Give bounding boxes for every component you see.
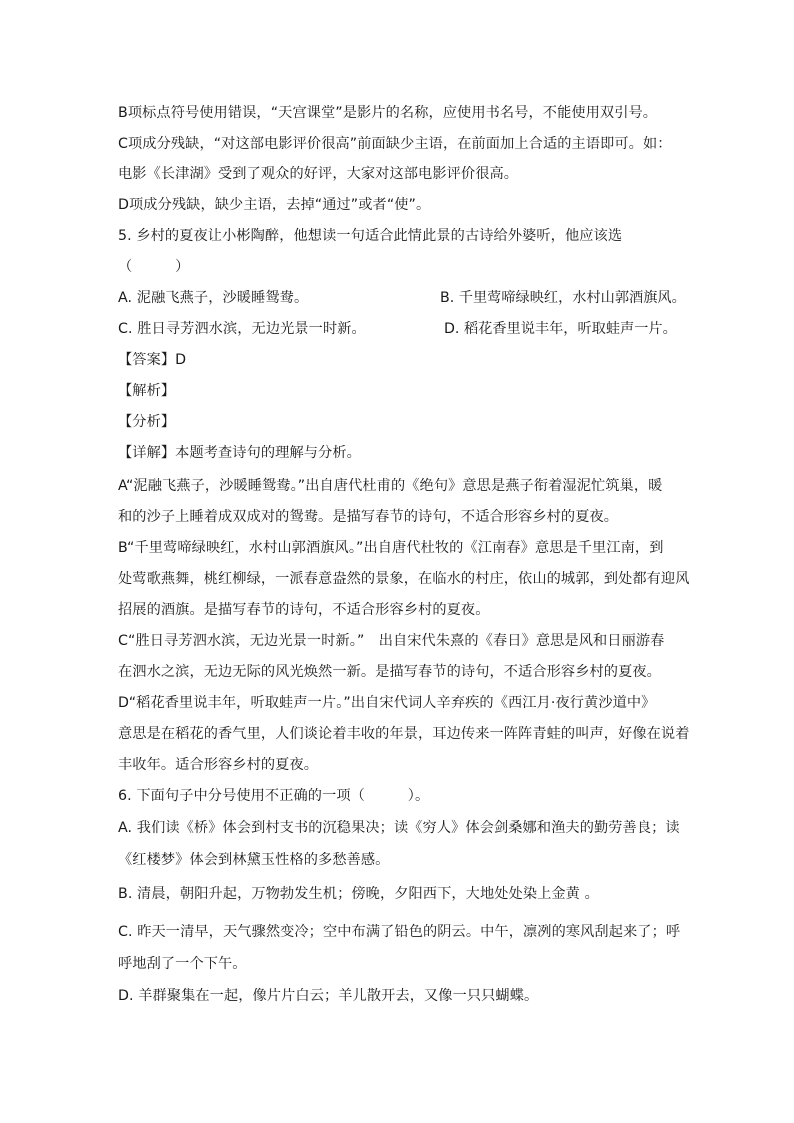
- question-5-stem: 5. 乡村的夏夜让小彬陶醉，他想读一句适合此情此景的古诗给外婆听，他应该选: [118, 228, 623, 244]
- fenxi-label: 【分析】: [118, 414, 176, 430]
- question-6-option-c-2: 呼地刮了一个下午。: [118, 956, 247, 972]
- detail-a-2: 和的沙子上睡着成双成对的鸳鸯。是描写春节的诗句，不适合形容乡村的夏夜。: [118, 509, 619, 525]
- question-6-option-d: D. 羊群聚集在一起，像片片白云；羊儿散开去，又像一只只蝴蝶。: [118, 988, 539, 1004]
- detail-c-1: C“胜日寻芳泗水滨，无边光景一时新。” 出自宋代朱熹的《春日》意思是风和日丽游春: [118, 633, 665, 649]
- detail-d-1: D“稻花香里说丰年，听取蛙声一片。”出自宋代词人辛弃疾的《西江月·夜行黄沙道中》: [118, 695, 656, 711]
- question-5-option-a: A. 泥融飞燕子，沙暖睡鸳鸯。: [118, 290, 309, 306]
- explanation-c-2: 电影《长津湖》受到了观众的好评，大家对这部电影评价很高。: [118, 166, 519, 182]
- explanation-d: D项成分残缺，缺少主语，去掉“通过”或者“使”。: [118, 197, 431, 213]
- detail-b-3: 招展的酒旗。是描写春节的诗句，不适合形容乡村的夏夜。: [118, 602, 490, 618]
- detail-d-3: 丰收年。适合形容乡村的夏夜。: [118, 757, 319, 773]
- question-6-option-b: B. 清晨，朝阳升起，万物勃发生机；傍晚，夕阳西下，大地处处染上金黄 。: [118, 886, 599, 902]
- question-5-blank: （ ）: [118, 259, 190, 275]
- detail-c-2: 在泗水之滨，无边无际的风光焕然一新。是描写春节的诗句，不适合形容乡村的夏夜。: [118, 664, 661, 680]
- detail-b-2: 处莺歌燕舞，桃红柳绿，一派春意盎然的景象，在临水的村庄，依山的城郭，到处都有迎风: [118, 571, 690, 587]
- question-5-option-b: B. 千里莺啼绿映红，水村山郭酒旗风。: [440, 290, 686, 306]
- question-6-stem: 6. 下面句子中分号使用不正确的一项（ ）。: [118, 788, 430, 804]
- question-5-option-c: C. 胜日寻芳泗水滨，无边光景一时新。: [118, 321, 366, 337]
- question-6-option-c-1: C. 昨天一清早，天气骤然变冷；空中布满了铅色的阴云。中午，凛冽的寒风刮起来了；呼: [118, 924, 681, 940]
- question-6-option-a-2: 《红楼梦》体会到林黛玉性格的多愁善感。: [118, 852, 390, 868]
- question-6-option-a-1: A. 我们读《桥》体会到村支书的沉稳果决；读《穷人》体会剑桑娜和渔夫的勤劳善良；读: [118, 820, 680, 836]
- analysis-label: 【解析】: [118, 383, 176, 399]
- explanation-b: B项标点符号使用错误，“天宫课堂”是影片的名称，应使用书名号，不能使用双引号。: [118, 105, 658, 121]
- detail-d-2: 意思是在稻花的香气里，人们谈论着丰收的年景，耳边传来一阵阵青蛙的叫声，好像在说着: [118, 726, 690, 742]
- answer-label: 【答案】D: [118, 352, 187, 368]
- detail-a-1: A“泥融飞燕子，沙暖睡鸳鸯。”出自唐代杜甫的《绝句》意思是燕子衔着湿泥忙筑巢，暖: [118, 478, 663, 494]
- detail-b-1: B“千里莺啼绿映红，水村山郭酒旗风。”出自唐代杜牧的《江南春》意思是千里江南，到: [118, 540, 664, 556]
- question-5-option-d: D. 稻花香里说丰年，听取蛙声一片。: [444, 321, 677, 337]
- detail-label: 【详解】本题考查诗句的理解与分析。: [118, 445, 361, 461]
- explanation-c-1: C项成分残缺，“对这部电影评价很高”前面缺少主语，在前面加上合适的主语即可。如：: [118, 136, 672, 152]
